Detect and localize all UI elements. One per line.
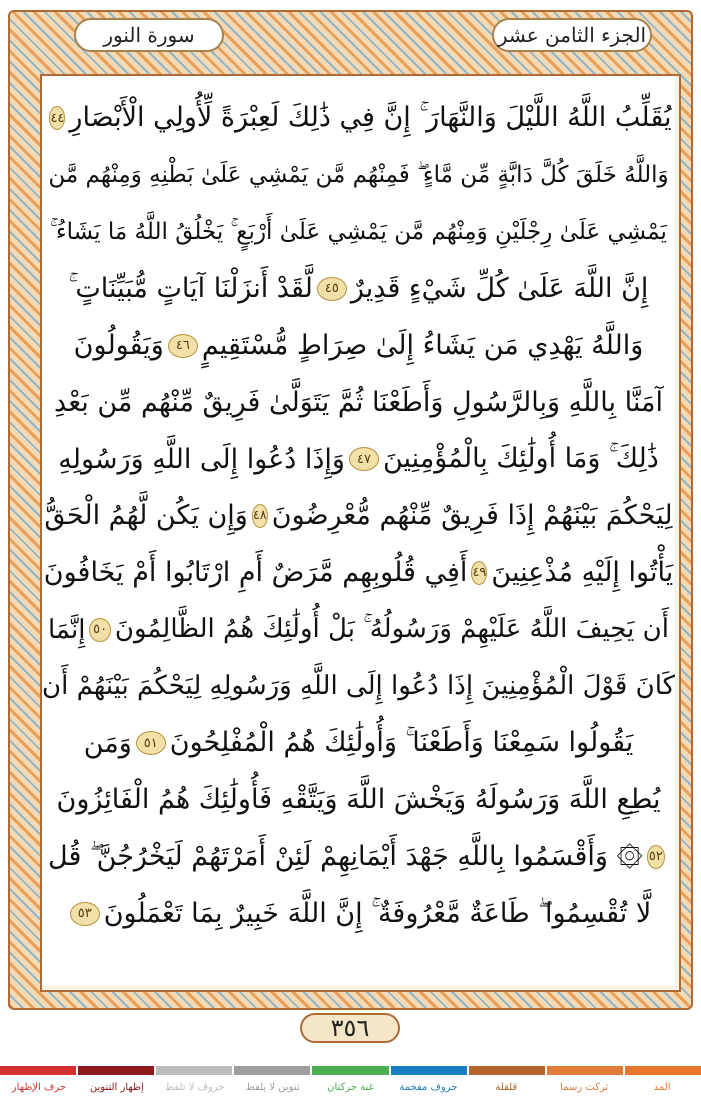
legend-label: غنة حركتان [327,1081,374,1093]
ayah-number-marker: ٥٠ [89,618,110,642]
verse-line [42,431,675,488]
verse-line [42,715,675,772]
surah-name-header [74,18,224,52]
verse-text: يَقُولُوا سَمِعْنَا وَأَطَعْنَا ۚ وَأُولَٰئِكَ هُمُ الْمُفْلِحُونَ [169,727,634,759]
ayah-number-marker: ٥٢ [647,845,665,869]
ayah-number-marker: ٤٦ [168,334,198,358]
legend-label: إظهار التنوين [89,1081,144,1093]
verse-line [42,204,675,261]
legend-labels [0,1075,701,1099]
quran-text-area [42,76,675,986]
legend-color-swatch [234,1066,310,1075]
ayah-number-marker: ٥٣ [70,902,100,926]
verse-text: لِيَحْكُمَ بَيْنَهُمْ إِذَا فَرِيقٌ مِّنْهُم مُّعْرِضُونَ [271,500,673,532]
verse-line [42,260,675,317]
verse-text: وَإِن يَكُن لَّهُمُ الْحَقُّ [44,500,248,532]
verse-text: وَإِذَا دُعُوا إِلَى اللَّهِ وَرَسُولِهِ [58,443,345,475]
verse-text: آمَنَّا بِاللَّهِ وَبِالرَّسُولِ وَأَطَعْنَا ثُمَّ يَتَوَلَّىٰ فَرِيقٌ مِّنْهُم مِّن بَعْدِ [54,386,663,418]
verse-text: وَمَن [83,727,132,759]
legend-label: المد [653,1081,671,1093]
verse-text: كَانَ قَوْلَ الْمُؤْمِنِينَ إِذَا دُعُوا إِلَى اللَّهِ وَرَسُولِهِ لِيَحْكُمَ بَيْنَهُمْ أَن [41,671,676,702]
verse-line [42,90,675,147]
legend-color-bars [0,1066,701,1075]
verse-text: يُقَلِّبُ اللَّهُ اللَّيْلَ وَالنَّهَارَ ۚ إِنَّ فِي ذَٰلِكَ لَعِبْرَةً لِّأُولِي الْأَبْصَارِ [69,102,672,134]
juz-name: الجزء الثامن عشر [497,23,647,47]
verse-text: ذَٰلِكَ ۚ وَمَا أُولَٰئِكَ بِالْمُؤْمِنِينَ [382,443,659,475]
legend-label: حروف مفخمة [399,1081,458,1093]
verse-text: ۞ وَأَقْسَمُوا بِاللَّهِ جَهْدَ أَيْمَانِهِمْ لَئِنْ أَمَرْتَهُمْ لَيَخْرُجُنَّ ۖ قُل [48,840,643,872]
verse-text: يَمْشِي عَلَىٰ رِجْلَيْنِ وَمِنْهُم مَّن يَمْشِي عَلَىٰ أَرْبَعٍ ۚ يَخْلُقُ اللَّهُ مَا يَشَاءُ ۚ [50,218,667,245]
verse-text: وَاللَّهُ يَهْدِي مَن يَشَاءُ إِلَىٰ صِرَاطٍ مُّسْتَقِيمٍ [201,330,644,362]
legend-color-swatch [469,1066,545,1075]
legend-label: تركت رسما [560,1081,609,1093]
legend-color-swatch [78,1066,154,1075]
juz-header [492,18,652,52]
verse-line [42,772,675,829]
legend-color-swatch [547,1066,623,1075]
verse-text: وَيَقُولُونَ [73,330,164,362]
verse-lines [42,90,675,942]
verse-text: يَأْتُوا إِلَيْهِ مُذْعِنِينَ [491,557,674,589]
ayah-number-marker: ٤٩ [471,561,487,585]
legend-color-swatch [156,1066,232,1075]
verse-text: إِنَّ اللَّهَ عَلَىٰ كُلِّ شَيْءٍ قَدِيرٌ [350,273,649,305]
verse-text: وَاللَّهُ خَلَقَ كُلَّ دَابَّةٍ مِّن مَّاءٍ ۖ فَمِنْهُم مَّن يَمْشِي عَلَىٰ بَطْنِهِ وَمِنْهُم مَّن [48,162,669,189]
verse-line [42,601,675,658]
legend-label: حروف لا تلفظ [164,1081,225,1093]
verse-line [42,317,675,374]
legend-color-swatch [625,1066,701,1075]
verse-line [42,828,675,885]
ayah-number-marker: ٤٧ [349,447,379,471]
verse-text: لَّقَدْ أَنزَلْنَا آيَاتٍ مُّبَيِّنَاتٍ ۚ [68,272,313,304]
verse-line [42,488,675,545]
legend-label: تنوين لا يلفظ [245,1081,300,1093]
verse-line [42,374,675,431]
verse-text: أَن يَحِيفَ اللَّهُ عَلَيْهِمْ وَرَسُولُهُ ۚ بَلْ أُولَٰئِكَ هُمُ الظَّالِمُونَ [114,614,669,645]
page-number: ٣٥٦ [330,1014,370,1042]
verse-line [42,885,675,942]
legend-label: حرف الإظهار [11,1081,67,1093]
surah-name: سورة النور [103,23,195,47]
legend-color-swatch [391,1066,467,1075]
verse-line [42,658,675,715]
verse-text: يُطِعِ اللَّهَ وَرَسُولَهُ وَيَخْشَ اللَّهَ وَيَتَّقْهِ فَأُولَٰئِكَ هُمُ الْفَائِزُونَ [56,784,661,816]
verse-text: لَّا تُقْسِمُوا ۖ طَاعَةٌ مَّعْرُوفَةٌ ۚ إِنَّ اللَّهَ خَبِيرٌ بِمَا تَعْمَلُونَ [103,897,652,929]
verse-line [42,544,675,601]
legend-color-swatch [0,1066,76,1075]
verse-text: إِنَّمَا [48,614,86,645]
tajweed-legend [0,1066,701,1101]
verse-line [42,147,675,204]
verse-text: أَفِي قُلُوبِهِم مَّرَضٌ أَمِ ارْتَابُوا أَمْ يَخَافُونَ [43,557,468,589]
ayah-number-marker: ٤٤ [49,106,65,130]
ayah-number-marker: ٤٨ [252,504,268,528]
legend-color-swatch [312,1066,388,1075]
ayah-number-marker: ٤٥ [317,277,347,301]
ayah-number-marker: ٥١ [136,731,166,755]
legend-label: قلقلة [495,1081,518,1093]
